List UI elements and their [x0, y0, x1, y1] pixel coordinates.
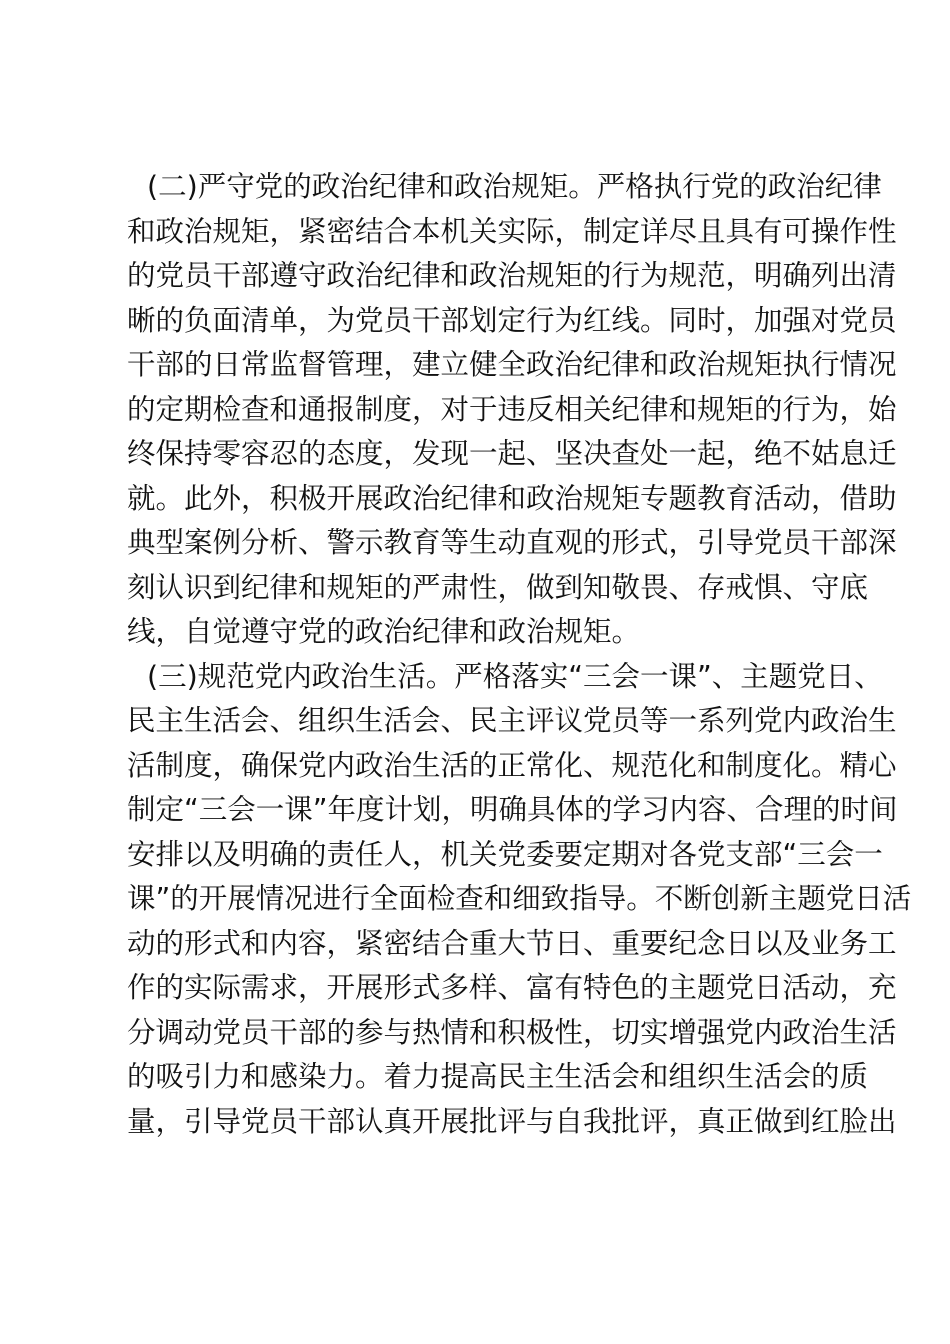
paragraph-line: 刻认识到纪律和规矩的严肃性，做到知敬畏、存戒惧、守底 — [127, 570, 869, 604]
paragraph-line: 课”的开展情况进行全面检查和细致指导。不断创新主题党日活 — [127, 882, 912, 915]
paragraph-line: 民主生活会、组织生活会、民主评议党员等一系列党内政治生 — [127, 704, 897, 737]
paragraph-line: 典型案例分析、警示教育等生动直观的形式，引导党员干部深 — [127, 526, 897, 559]
paragraph-line: 动的形式和内容，紧密结合重大节日、重要纪念日以及业务工 — [127, 926, 897, 960]
paragraph-line: (二)严守党的政治纪律和政治规矩。严格执行党的政治纪律 — [147, 170, 882, 203]
paragraph-line: 晰的负面清单，为党员干部划定行为红线。同时，加强对党员 — [127, 303, 897, 337]
paragraph-line: 的吸引力和感染力。着力提高民主生活会和组织生活会的质 — [127, 1060, 869, 1093]
paragraph-line: 的定期检查和通报制度，对于违反相关纪律和规矩的行为，始 — [127, 392, 897, 426]
body-text — [127, 165, 912, 1144]
paragraph-line: 和政治规矩，紧密结合本机关实际，制定详尽且具有可操作性 — [127, 214, 897, 248]
paragraph-line: 的党员干部遵守政治纪律和政治规矩的行为规范，明确列出清 — [127, 259, 897, 292]
paragraph-line: 量，引导党员干部认真开展批评与自我批评，真正做到红脸出 — [127, 1104, 897, 1138]
paragraph-line: 干部的日常监督管理，建立健全政治纪律和政治规矩执行情况 — [127, 348, 897, 381]
paragraph-line: 活制度，确保党内政治生活的正常化、规范化和制度化。精心 — [127, 748, 897, 782]
paragraph-line: 终保持零容忍的态度，发现一起、坚决查处一起，绝不姑息迁 — [127, 437, 897, 470]
paragraph-line: 线，自觉遵守党的政治纪律和政治规矩。 — [127, 615, 641, 648]
paragraph-line: 就。此外，积极开展政治纪律和政治规矩专题教育活动，借助 — [127, 481, 897, 515]
paragraph-line: 安排以及明确的责任人，机关党委要定期对各党支部“三会一 — [127, 837, 883, 871]
paragraph-line: 制定“三会一课”年度计划，明确具体的学习内容、合理的时间 — [127, 793, 898, 826]
paragraph-line: 分调动党员干部的参与热情和积极性，切实增强党内政治生活 — [127, 1015, 897, 1049]
paragraph-line: 作的实际需求，开展形式多样、富有特色的主题党日活动，充 — [127, 971, 897, 1004]
paragraph-line: (三)规范党内政治生活。严格落实“三会一课”、主题党日、 — [147, 659, 883, 693]
